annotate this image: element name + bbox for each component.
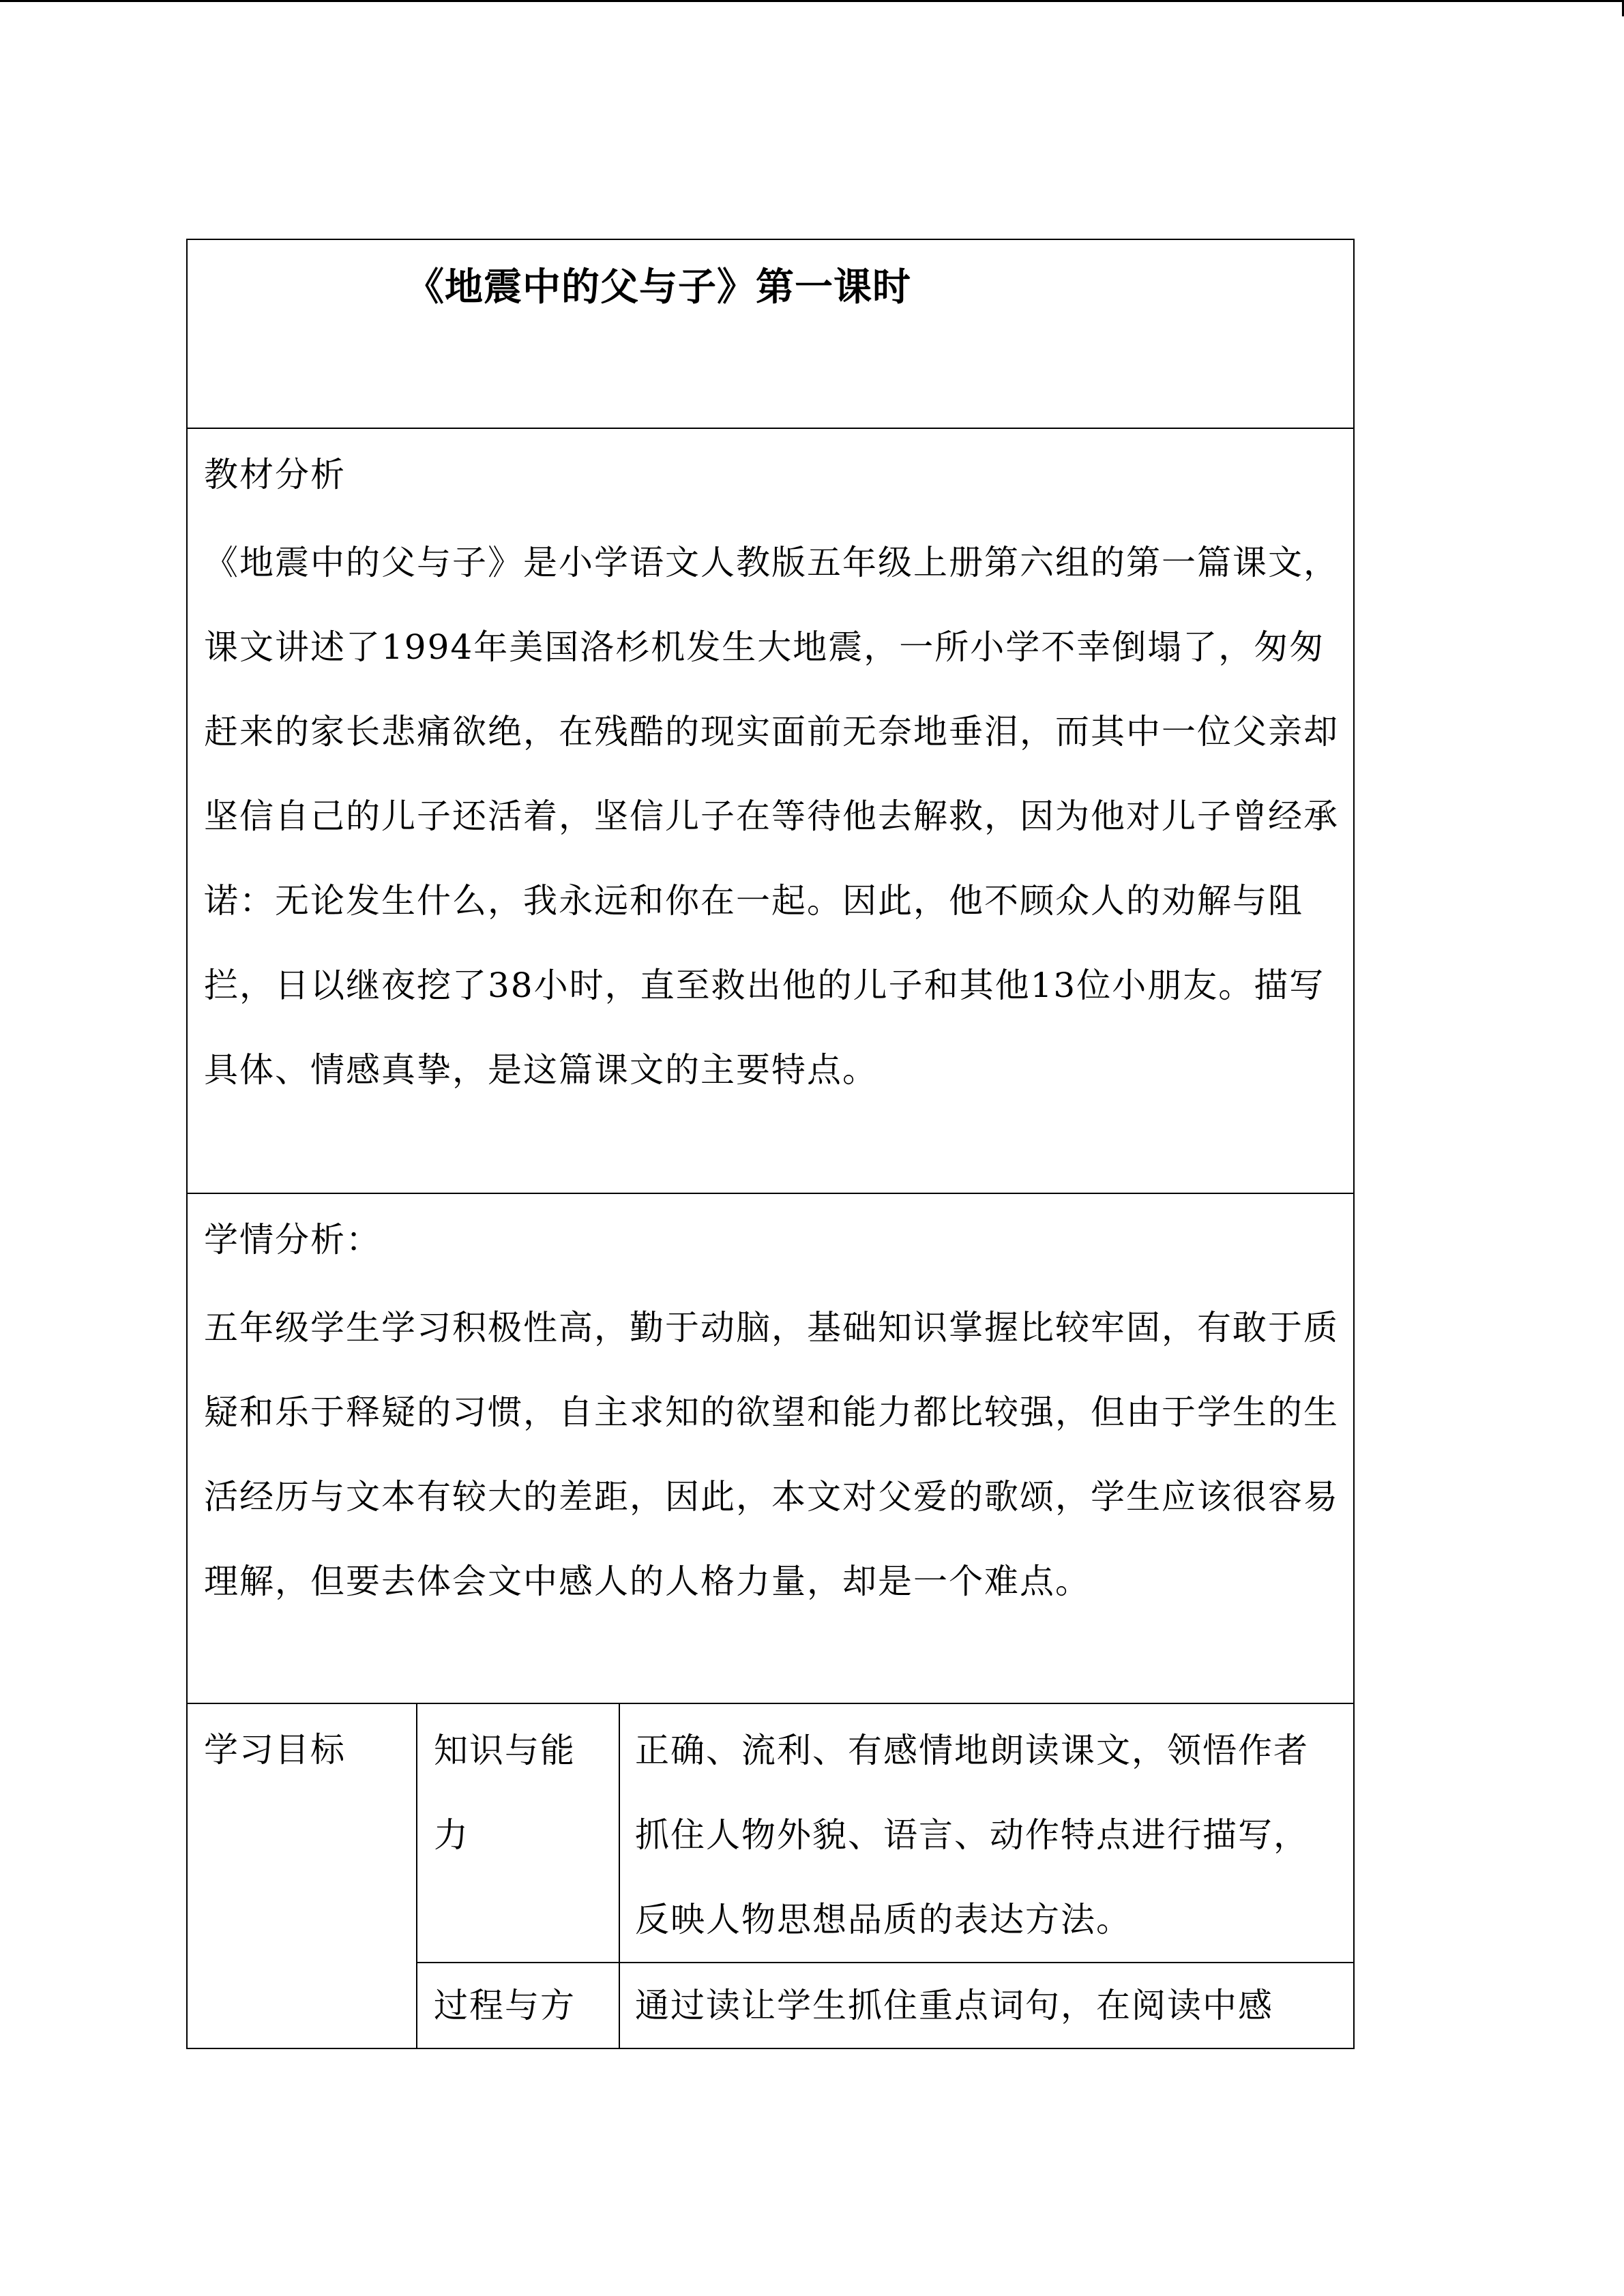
textbook-analysis-heading: 教材分析 [204, 455, 346, 494]
page-top-rule [0, 0, 1624, 2]
goal-content: 正确、流利、有感情地朗读课文，领悟作者抓住人物外貌、语言、动作特点进行描写，反映人物思想品质的表达方法。 [619, 1703, 1354, 1963]
lesson-title: 《地震中的父与子》第一课时 [406, 265, 911, 310]
student-analysis-body: 五年级学生学习积极性高，勤于动脑，基础知识掌握比较牢固，有敢于质疑和乐于释疑的习惯，自主求知的欲望和能力都比较强，但由于学生的生活经历与文本有较大的差距，因此，本文对父爱的歌颂，学生应该很容易理解，但要去体会文中感人的人格力量，却是一个难点。 [204, 1308, 1339, 1601]
textbook-analysis-cell [187, 428, 1354, 1193]
student-analysis-cell [187, 1193, 1354, 1703]
goal-category: 知识与能力 [417, 1703, 619, 1963]
textbook-analysis-body: 《地震中的父与子》是小学语文人教版五年级上册第六组的第一篇课文，课文讲述了1994年美国洛杉机发生大地震，一所小学不幸倒塌了，匆匆赶来的家长悲痛欲绝，在残酷的现实面前无奈地垂泪，而其中一位父亲却坚信自己的儿子还活着，坚信儿子在等待他去解救，因为他对儿子曾经承诺：无论发生什么，我永远和你在一起。因此，他不顾众人的劝解与阻拦，日以继夜挖了38小时，直至救出他的儿子和其他13位小朋友。描写具体、情感真挚，是这篇课文的主要特点。 [204, 543, 1339, 1090]
student-analysis-heading: 学情分析： [204, 1220, 381, 1259]
goal-content: 通过读让学生抓住重点词句，在阅读中感 [619, 1963, 1354, 2048]
title-cell [187, 239, 1354, 428]
goal-category: 过程与方 [417, 1963, 619, 2048]
learning-goals-label: 学习目标 [187, 1703, 417, 2048]
lesson-plan-table [186, 239, 1355, 2049]
